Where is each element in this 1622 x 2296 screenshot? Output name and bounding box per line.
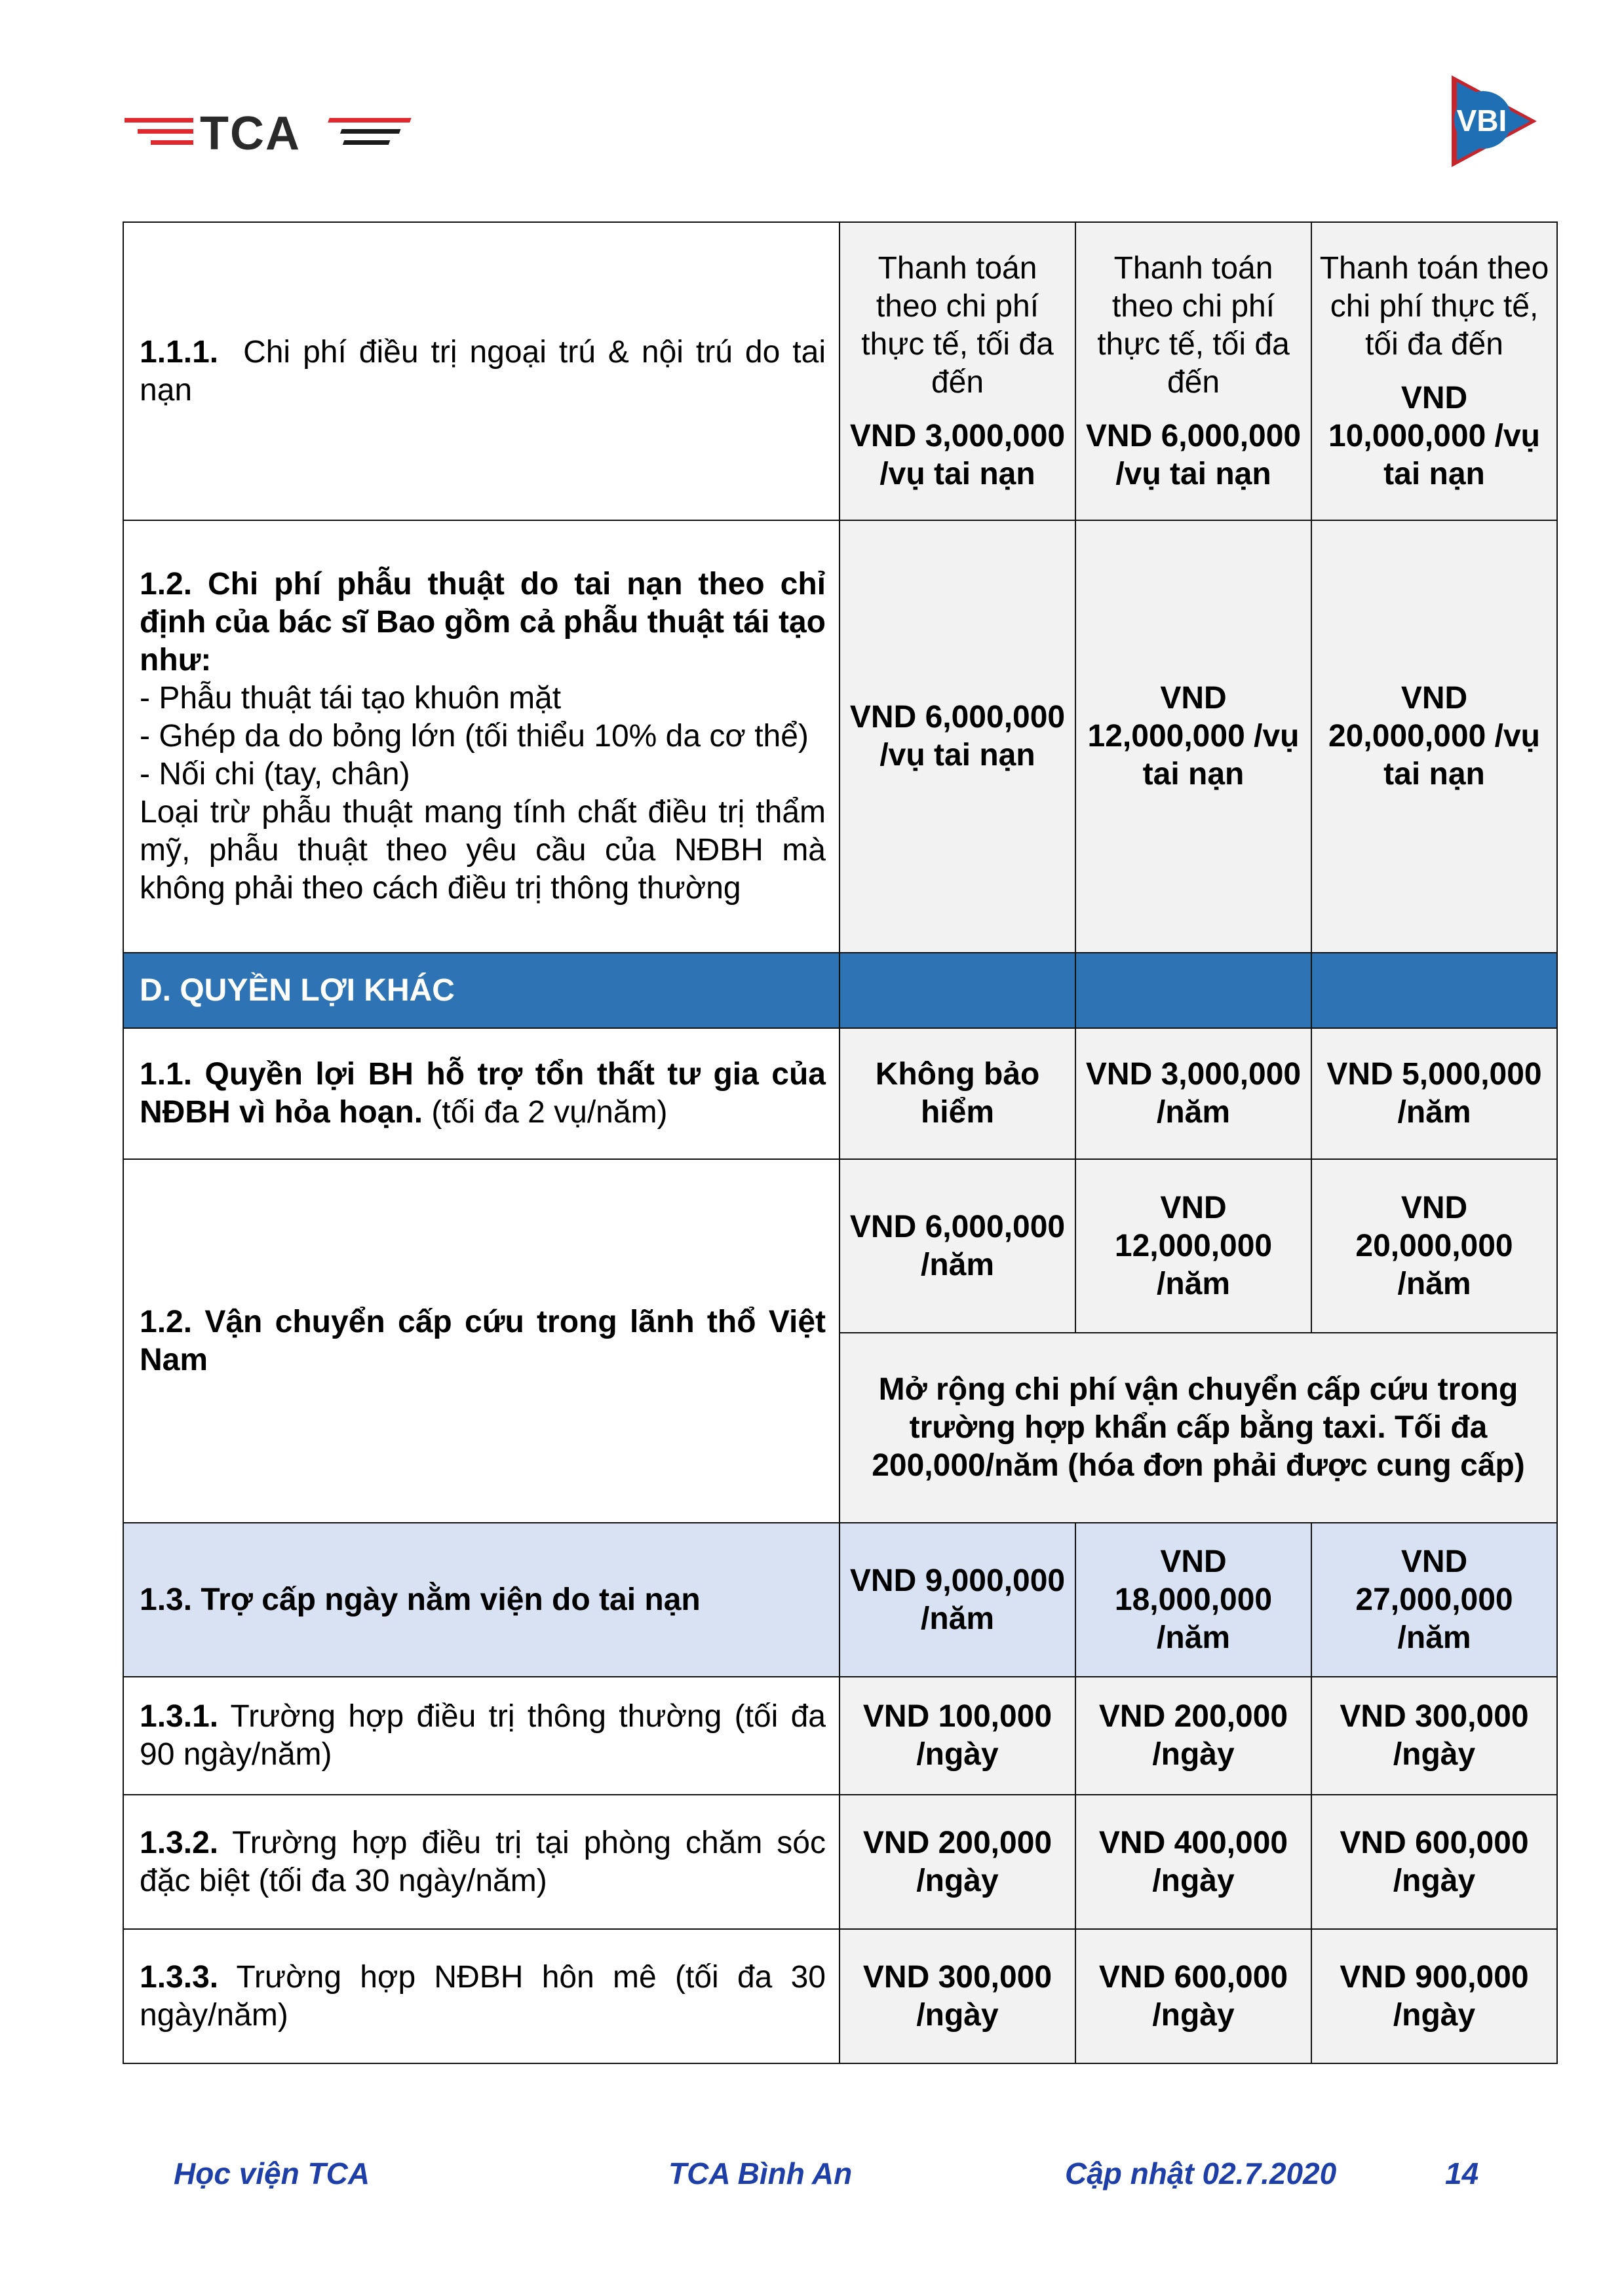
section-header-row (123, 953, 1557, 1028)
row-value: VND 100,000 /ngày (840, 1677, 1075, 1795)
footer-left: Học viện TCA (174, 2156, 370, 2191)
row-value: Thanh toán theo chi phí thực tế, tối đa đến VND 10,000,000 /vụ tai nạn (1311, 222, 1557, 520)
row-value: VND 18,000,000 /năm (1075, 1523, 1311, 1677)
row-label: 1.2. Chi phí phẫu thuật do tai nạn theo chỉ định của bác sĩ Bao gồm cả phẫu thuật tái tạo như: - Phẫu thuật tái tạo khuôn mặt - Ghép da do bỏng lớn (tối thiểu 10% da cơ thể) - Nối chi (tay, chân) Loại trừ phẫu thuật mang tính chất điều trị thẩm mỹ, phẫu thuật theo yêu cầu của NĐBH mà không phải theo cách điều trị thông thường (123, 520, 840, 953)
row-value: VND 6,000,000 /vụ tai nạn (840, 520, 1075, 953)
row-label: 1.2. Vận chuyển cấp cứu trong lãnh thổ Việt Nam (123, 1159, 840, 1523)
table-row (123, 1677, 1557, 1795)
taxi-extension-note: Mở rộng chi phí vận chuyển cấp cứu trong trường hợp khẩn cấp bằng taxi. Tối đa 200,000/năm (hóa đơn phải được cung cấp) (840, 1333, 1557, 1523)
row-value: VND 600,000 /ngày (1311, 1795, 1557, 1929)
row-value: VND 300,000 /ngày (1311, 1677, 1557, 1795)
row-value: VND 3,000,000 /năm (1075, 1028, 1311, 1159)
list-item: - Ghép da do bỏng lớn (tối thiểu 10% da cơ thể) (140, 719, 809, 754)
footer-updated: Cập nhật 02.7.2020 (1065, 2156, 1337, 2191)
table-row (123, 1795, 1557, 1929)
row-value: Thanh toán theo chi phí thực tế, tối đa đến VND 3,000,000 /vụ tai nạn (840, 222, 1075, 520)
tca-logo (125, 105, 419, 157)
row-value: VND 27,000,000 /năm (1311, 1523, 1557, 1677)
row-value: VND 20,000,000 /năm (1311, 1159, 1557, 1333)
table-row (123, 1159, 1557, 1333)
row-label: 1.3.1. Trường hợp điều trị thông thường (tối đa 90 ngày/năm) (123, 1677, 840, 1795)
row-value: VND 200,000 /ngày (840, 1795, 1075, 1929)
vbi-logo (1439, 69, 1543, 174)
row-value: VND 20,000,000 /vụ tai nạn (1311, 520, 1557, 953)
list-item: - Nối chi (tay, chân) (140, 757, 410, 792)
table-row (123, 1929, 1557, 2063)
exclusion-note: Loại trừ phẫu thuật mang tính chất điều trị thẩm mỹ, phẫu thuật theo yêu cầu của NĐBH mà không phải theo cách điều trị thông thường (140, 795, 826, 906)
svg-text:VBI: VBI (1456, 104, 1507, 138)
table-row (123, 520, 1557, 953)
row-value: VND 6,000,000 /năm (840, 1159, 1075, 1333)
list-item: - Phẫu thuật tái tạo khuôn mặt (140, 681, 562, 716)
row-value: VND 600,000 /ngày (1075, 1929, 1311, 2063)
row-value: VND 5,000,000 /năm (1311, 1028, 1557, 1159)
row-value: VND 400,000 /ngày (1075, 1795, 1311, 1929)
section-title: D. QUYỀN LỢI KHÁC (123, 953, 840, 1028)
row-label: 1.3.2. Trường hợp điều trị tại phòng chăm sóc đặc biệt (tối đa 30 ngày/năm) (123, 1795, 840, 1929)
benefits-table (123, 221, 1558, 2064)
page-number: 14 (1445, 2156, 1479, 2191)
table-row (123, 222, 1557, 520)
svg-text:TCA: TCA (200, 107, 301, 157)
footer-center: TCA Bình An (668, 2156, 853, 2191)
row-value: VND 900,000 /ngày (1311, 1929, 1557, 2063)
row-label: 1.3.3. Trường hợp NĐBH hôn mê (tối đa 30 ngày/năm) (123, 1929, 840, 2063)
row-value: VND 9,000,000 /năm (840, 1523, 1075, 1677)
row-value: VND 12,000,000 /vụ tai nạn (1075, 520, 1311, 953)
row-value: VND 200,000 /ngày (1075, 1677, 1311, 1795)
row-value: Không bảo hiểm (840, 1028, 1075, 1159)
row-value: Thanh toán theo chi phí thực tế, tối đa đến VND 6,000,000 /vụ tai nạn (1075, 222, 1311, 520)
table-row (123, 1523, 1557, 1677)
row-label: 1.1.1. Chi phí điều trị ngoại trú & nội trú do tai nạn (123, 222, 840, 520)
row-label: 1.1. Quyền lợi BH hỗ trợ tổn thất tư gia của NĐBH vì hỏa hoạn. (tối đa 2 vụ/năm) (123, 1028, 840, 1159)
table-row (123, 1028, 1557, 1159)
row-label: 1.3. Trợ cấp ngày nằm viện do tai nạn (123, 1523, 840, 1677)
row-value: VND 12,000,000 /năm (1075, 1159, 1311, 1333)
row-value: VND 300,000 /ngày (840, 1929, 1075, 2063)
